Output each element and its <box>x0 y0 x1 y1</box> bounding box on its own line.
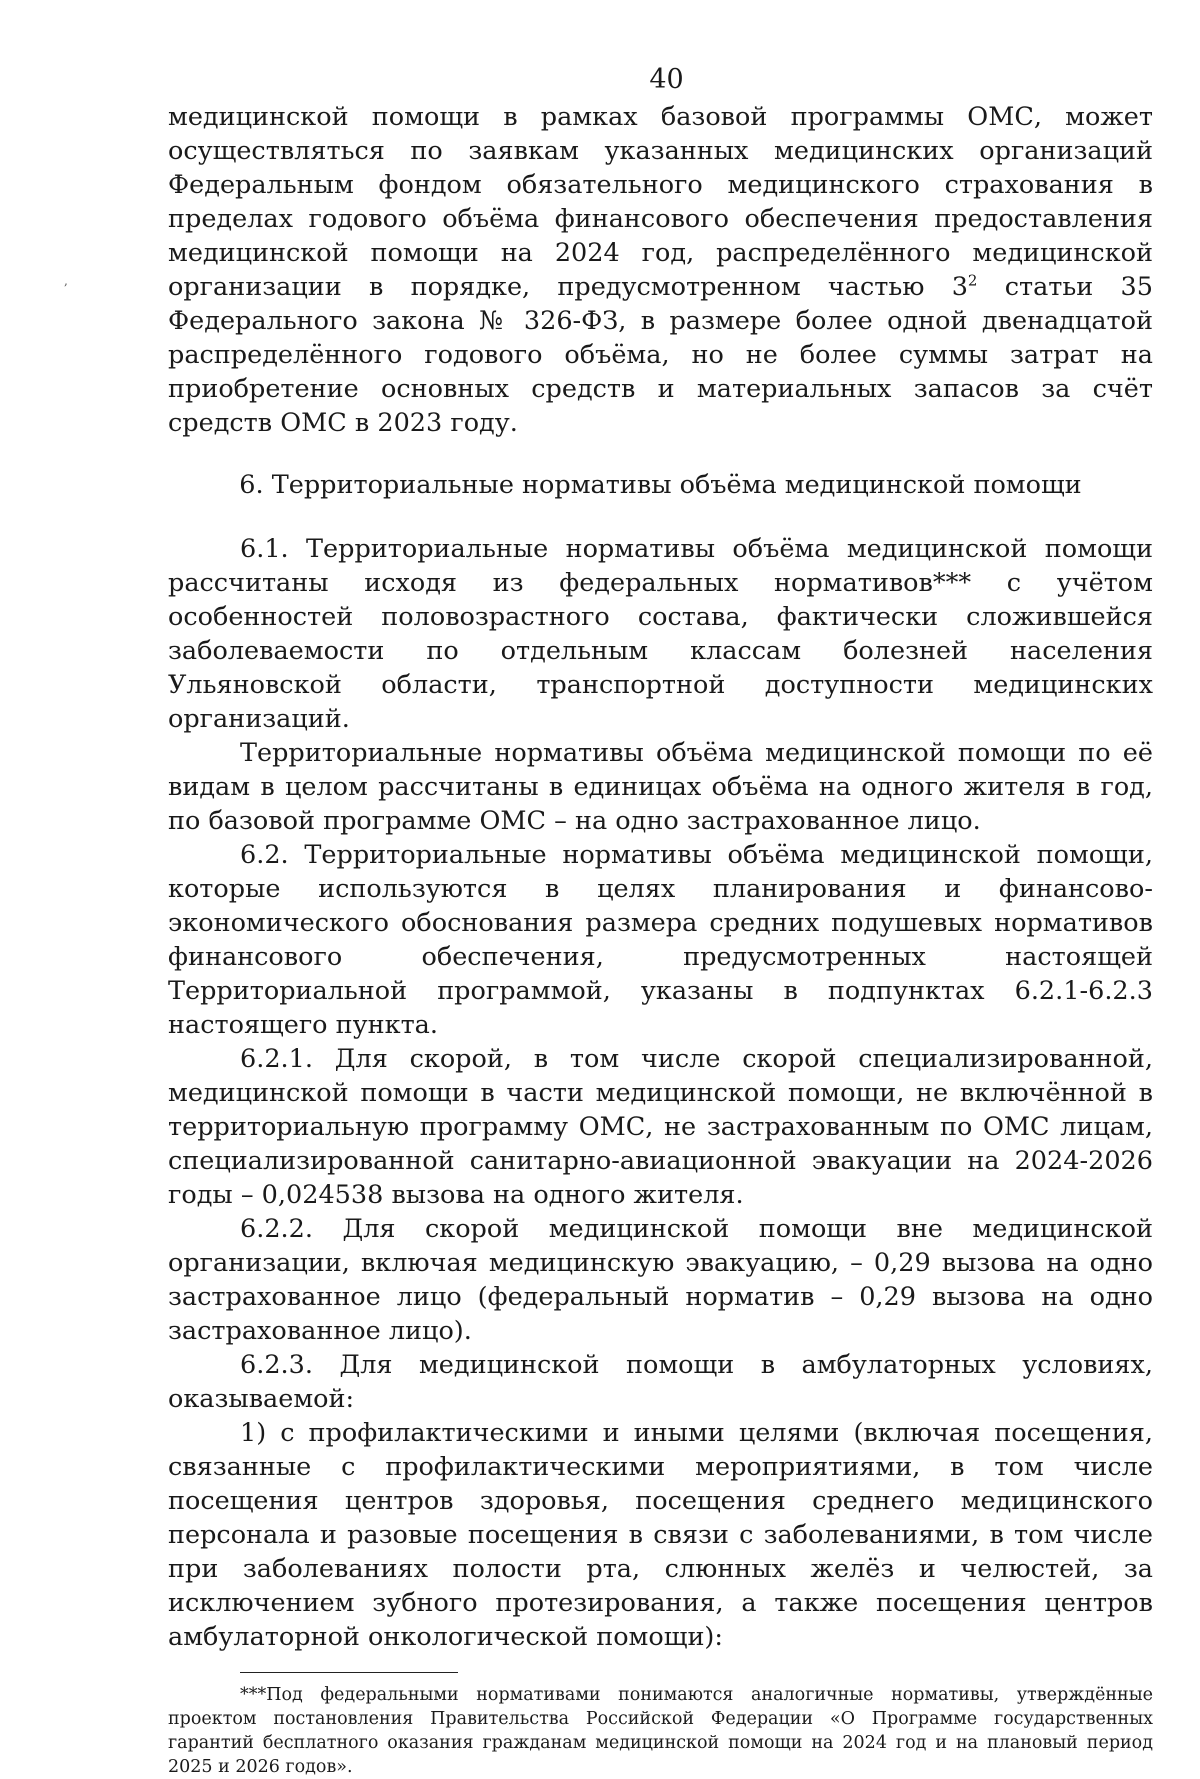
footnote-separator <box>240 1672 458 1673</box>
continued-paragraph-text: медицинской помощи в рамках базовой программы ОМС, может осуществляться по заявкам указанных медицинских организаций Федеральным фондом обязательного медицинского страхования в пределах годового объёма финансового обеспечения предоставления медицинской помощи на 2024 год, распределённого медицинской организации в порядке, предусмотренном частью 3 <box>168 102 1153 302</box>
footnote: ***Под федеральными нормативами понимаются аналогичные нормативы, утверждённые проектом постановления Правительства Российской Федерации «О Программе государственных гарантий бесплатного оказания гражданам медицинской помощи на 2024 год и на плановый период 2025 и 2026 годов». <box>168 1685 1153 1777</box>
paragraph-6-1: 6.1. Территориальные нормативы объёма медицинской помощи рассчитаны исходя из федеральных нормативов*** с учётом особенностей половозрастного состава, фактически сложившейся заболеваемости по отдельным классам болезней населения Ульяновской области, транспортной доступности медицинских организаций. <box>168 534 1153 734</box>
paragraph-6-2-2: 6.2.2. Для скорой медицинской помощи вне медицинской организации, включая медицинскую эвакуацию, – 0,29 вызова на одно застрахованное лицо (федеральный норматив – 0,29 вызова на одно застрахованное лицо). <box>168 1214 1153 1346</box>
paragraph-6-2: 6.2. Территориальные нормативы объёма медицинской помощи, которые используются в целях планирования и финансово-экономического обоснования размера средних подушевых нормативов финансового обеспечения, предусмотренных настоящей Территориальной программой, указаны в подпунктах 6.2.1-6.2.3 настоящего пункта. <box>168 840 1153 1040</box>
paragraph-territorial-norms: Территориальные нормативы объёма медицинской помощи по её видам в целом рассчитаны в единицах объёма на одного жителя в год, по базовой программе ОМС – на одно застрахованное лицо. <box>168 738 1153 836</box>
paragraph-6-2-3: 6.2.3. Для медицинской помощи в амбулаторных условиях, оказываемой: <box>168 1350 1153 1414</box>
scan-artifact-mark: , <box>64 274 68 288</box>
paragraph-item-1: 1) с профилактическими и иными целями (включая посещения, связанные с профилактическими мероприятиями, в том числе посещения центров здоровья, посещения среднего медицинского персонала и разовые посещения в связи с заболеваниями, в том числе при заболеваниях полости рта, слюнных желёз и челюстей, за исключением зубного протезирования, а также посещения центров амбулаторной онкологической помощи): <box>168 1418 1153 1652</box>
paragraph-6-2-1: 6.2.1. Для скорой, в том числе скорой специализированной, медицинской помощи в части медицинской помощи, не включённой в территориальную программу ОМС, не застрахованным по ОМС лицам, специализированной санитарно-авиационной эвакуации на 2024-2026 годы – 0,024538 вызова на одного жителя. <box>168 1044 1153 1210</box>
page-number: 40 <box>649 64 684 95</box>
document-page <box>168 60 1153 1779</box>
section-title: 6. Территориальные нормативы объёма медицинской помощи <box>239 470 1082 500</box>
continued-paragraph <box>168 100 1153 440</box>
continued-paragraph-text-end: статьи 35 Федерального закона № 326-ФЗ, в размере более одной двенадцатой распределённого годового объёма, но не более суммы затрат на приобретение основных средств и материальных запасов за счёт средств ОМС в 2023 году. <box>168 272 1153 438</box>
superscript-marker: 2 <box>967 271 978 290</box>
